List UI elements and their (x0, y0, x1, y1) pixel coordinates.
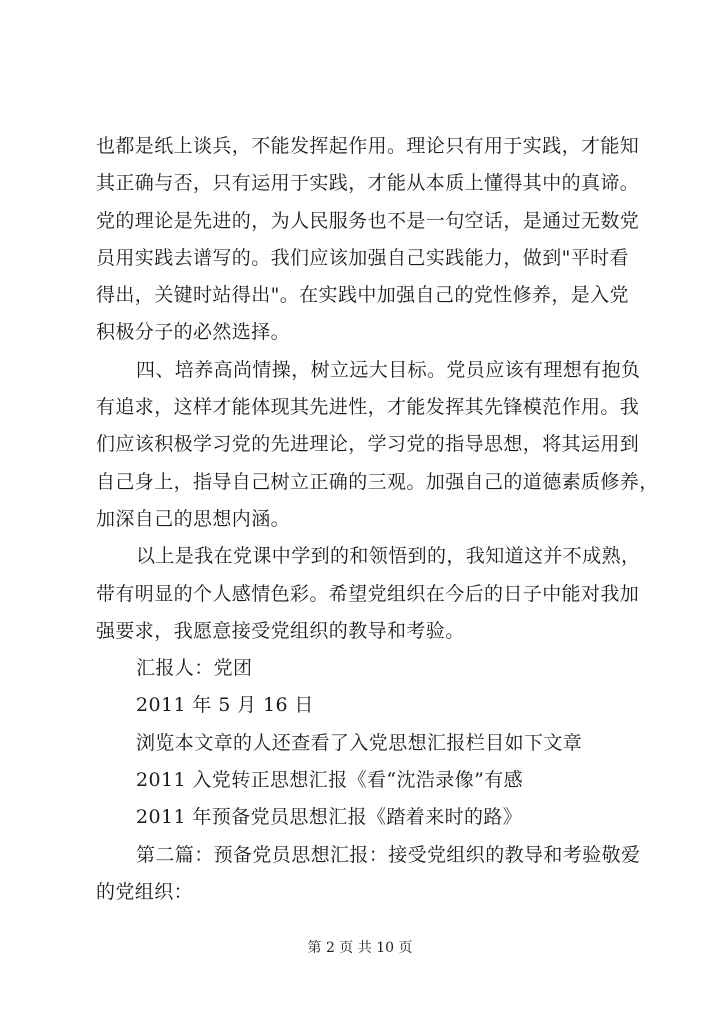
second-article-title-line: 第二篇：预备党员思想汇报：接受党组织的教导和考验敬爱 (136, 843, 641, 866)
document-body (96, 128, 659, 911)
text-line: 有追求，这样才能体现其先进性，才能发挥其先锋模范作用。我 (96, 396, 640, 419)
conclusion-line: 以上是我在党课中学到的和领悟到的，我知道这并不成熟， (136, 545, 641, 568)
reporter-line: 汇报人：党团 (136, 657, 253, 680)
text-line: 得出，关键时站得出"。在实践中加强自己的党性修养，是入党 (96, 284, 629, 307)
text-line: 自己身上，指导自己树立正确的三观。加强自己的道德素质修养， (96, 470, 659, 493)
page-number-footer: 第 2 页 共 10 页 (307, 940, 413, 956)
section-four-heading-line: 四、培养高尚情操，树立远大目标。党员应该有理想有抱负 (136, 358, 641, 381)
text-line: 其正确与否，只有运用于实践，才能从本质上懂得其中的真谛。 (96, 172, 640, 195)
text-line: 强要求，我愿意接受党组织的教导和考验。 (96, 619, 465, 642)
related-article-link[interactable]: 2011 年预备党员思想汇报《踏着来时的路》 (136, 806, 523, 829)
text-line: 也都是纸上谈兵，不能发挥起作用。理论只有用于实践，才能知 (96, 135, 640, 157)
related-articles-intro: 浏览本文章的人还查看了入党思想汇报栏目如下文章 (136, 731, 583, 754)
date-line: 2011 年 5 月 16 日 (136, 694, 314, 717)
related-article-link[interactable]: 2011 入党转正思想汇报《看“沈浩录像”有感 (136, 769, 524, 792)
text-line: 带有明显的个人感情色彩。希望党组织在今后的日子中能对我加 (96, 582, 640, 605)
text-line: 党的理论是先进的，为人民服务也不是一句空话，是通过无数党 (96, 209, 640, 232)
text-line: 积极分子的必然选择。 (96, 321, 291, 344)
text-line: 们应该积极学习党的先进理论，学习党的指导思想，将其运用到 (96, 433, 640, 456)
text-line: 的党组织： (96, 880, 194, 903)
text-line: 员用实践去谱写的。我们应该加强自己实践能力，做到"平时看 (96, 246, 629, 269)
text-line: 加深自己的思想内涵。 (96, 507, 291, 530)
